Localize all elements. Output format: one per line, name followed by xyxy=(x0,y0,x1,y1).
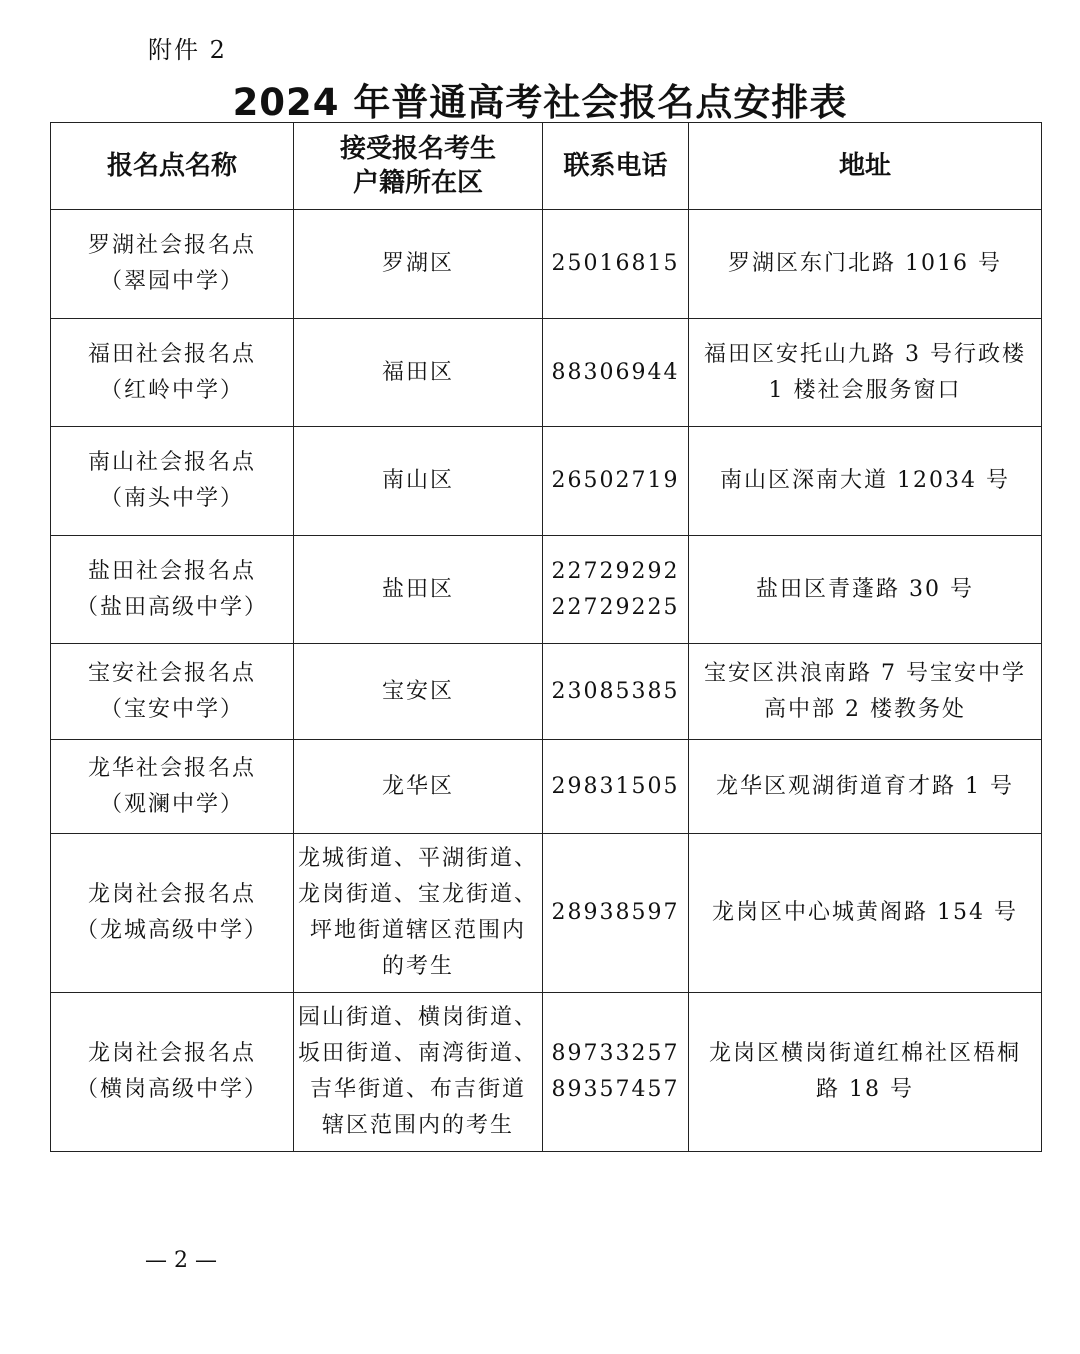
cell-text-line: 的考生 xyxy=(381,954,454,979)
table-row xyxy=(51,319,1042,427)
phone-cell xyxy=(543,644,689,740)
cell-text-line: 25016815 xyxy=(551,251,680,276)
phone-cell xyxy=(543,319,689,427)
phone-cell xyxy=(543,536,689,644)
cell-text-line: （宝安中学） xyxy=(99,696,244,722)
cell-text-line: 盐田区青蓬路 30 号 xyxy=(756,576,974,602)
phone-cell xyxy=(543,993,689,1152)
cell-text-line: （南头中学） xyxy=(99,486,244,511)
district-cell xyxy=(294,536,543,644)
district-cell xyxy=(294,210,543,319)
registration-schedule-table xyxy=(50,122,1042,1152)
phone-cell xyxy=(543,427,689,536)
cell-text-line: 88306944 xyxy=(551,359,680,385)
cell-text-line: （横岗高级中学） xyxy=(75,1077,268,1102)
cell-text-line: 路 18 号 xyxy=(816,1077,914,1102)
district-cell xyxy=(294,644,543,740)
district-cell xyxy=(294,427,543,536)
header-address: 地址 xyxy=(689,123,1042,210)
address-cell xyxy=(689,536,1042,644)
cell-text-line: 宝安区 xyxy=(381,678,454,704)
cell-text-line: 龙岗区中心城黄阁路 154 号 xyxy=(712,900,1018,925)
site-name-cell xyxy=(51,834,294,993)
cell-text-line: （红岭中学） xyxy=(99,377,244,403)
cell-text-line: 罗湖社会报名点 xyxy=(87,233,256,258)
cell-text-line: （观澜中学） xyxy=(99,791,244,817)
cell-text-line: 南山区 xyxy=(381,468,454,493)
cell-text-line: 福田社会报名点 xyxy=(87,341,256,367)
cell-text-line: 龙岗街道、宝龙街道、 xyxy=(298,882,539,907)
cell-text-line: 福田区 xyxy=(381,359,454,385)
site-name-cell xyxy=(51,740,294,834)
cell-text-line: 龙华区观湖街道育才路 1 号 xyxy=(716,773,1014,799)
header-district: 接受报名考生 户籍所在区 xyxy=(294,123,543,210)
cell-text-line: 坂田街道、南湾街道、 xyxy=(298,1041,539,1066)
site-name-cell xyxy=(51,644,294,740)
site-name-cell xyxy=(51,210,294,319)
phone-cell xyxy=(543,740,689,834)
cell-text-line: 22729292 xyxy=(551,558,680,584)
phone-cell xyxy=(543,834,689,993)
cell-text-line: 罗湖区东门北路 1016 号 xyxy=(728,251,1002,276)
attachment-label: 附件 2 xyxy=(148,36,227,64)
cell-text-line: 南山区深南大道 12034 号 xyxy=(720,468,1010,493)
phone-cell xyxy=(543,210,689,319)
address-cell xyxy=(689,644,1042,740)
site-name-cell xyxy=(51,319,294,427)
cell-text-line: 1 楼社会服务窗口 xyxy=(768,377,962,403)
cell-text-line: 坪地街道辖区范围内 xyxy=(309,918,526,943)
cell-text-line: 28938597 xyxy=(551,900,680,925)
cell-text-line: 南山社会报名点 xyxy=(87,450,256,475)
page-number: — 2 — xyxy=(145,1248,217,1273)
cell-text-line: 宝安社会报名点 xyxy=(87,660,256,686)
table-header-row xyxy=(51,123,1042,210)
cell-text-line: 龙城街道、平湖街道、 xyxy=(298,846,539,871)
cell-text-line: 盐田区 xyxy=(381,576,454,602)
cell-text-line: 盐田社会报名点 xyxy=(87,558,256,584)
cell-text-line: 龙华社会报名点 xyxy=(87,755,256,781)
table-row xyxy=(51,210,1042,319)
cell-text-line: 龙岗社会报名点 xyxy=(87,882,256,907)
cell-text-line: （龙城高级中学） xyxy=(75,918,268,943)
cell-text-line: 园山街道、横岗街道、 xyxy=(298,1005,539,1030)
table-row xyxy=(51,536,1042,644)
cell-text-line: 22729225 xyxy=(551,594,680,620)
cell-text-line: （翠园中学） xyxy=(99,269,244,294)
site-name-cell xyxy=(51,993,294,1152)
cell-text-line: 罗湖区 xyxy=(381,251,454,276)
table-row xyxy=(51,644,1042,740)
cell-text-line: 29831505 xyxy=(551,773,680,799)
district-cell xyxy=(294,319,543,427)
header-site-name: 报名点名称 xyxy=(51,123,294,210)
cell-text-line: 89357457 xyxy=(551,1077,680,1102)
cell-text-line: 26502719 xyxy=(551,468,680,493)
district-cell xyxy=(294,993,543,1152)
cell-text-line: 高中部 2 楼教务处 xyxy=(764,696,966,722)
address-cell xyxy=(689,834,1042,993)
cell-text-line: 吉华街道、布吉街道 xyxy=(309,1077,526,1102)
document-title: 2024 年普通高考社会报名点安排表 xyxy=(232,81,848,124)
header-phone: 联系电话 xyxy=(543,123,689,210)
address-cell xyxy=(689,210,1042,319)
table-row xyxy=(51,993,1042,1152)
table-row xyxy=(51,427,1042,536)
address-cell xyxy=(689,740,1042,834)
cell-text-line: 23085385 xyxy=(551,678,680,704)
address-cell xyxy=(689,319,1042,427)
site-name-cell xyxy=(51,536,294,644)
table-row xyxy=(51,834,1042,993)
site-name-cell xyxy=(51,427,294,536)
cell-text-line: 福田区安托山九路 3 号行政楼 xyxy=(704,341,1026,367)
cell-text-line: 龙岗区横岗街道红棉社区梧桐 xyxy=(708,1041,1021,1066)
cell-text-line: 辖区范围内的考生 xyxy=(321,1113,514,1138)
cell-text-line: 宝安区洪浪南路 7 号宝安中学 xyxy=(704,660,1026,686)
address-cell xyxy=(689,993,1042,1152)
district-cell xyxy=(294,740,543,834)
cell-text-line: 龙华区 xyxy=(381,773,454,799)
table-row xyxy=(51,740,1042,834)
address-cell xyxy=(689,427,1042,536)
cell-text-line: 龙岗社会报名点 xyxy=(87,1041,256,1066)
cell-text-line: （盐田高级中学） xyxy=(75,594,268,620)
district-cell xyxy=(294,834,543,993)
cell-text-line: 89733257 xyxy=(551,1041,680,1066)
